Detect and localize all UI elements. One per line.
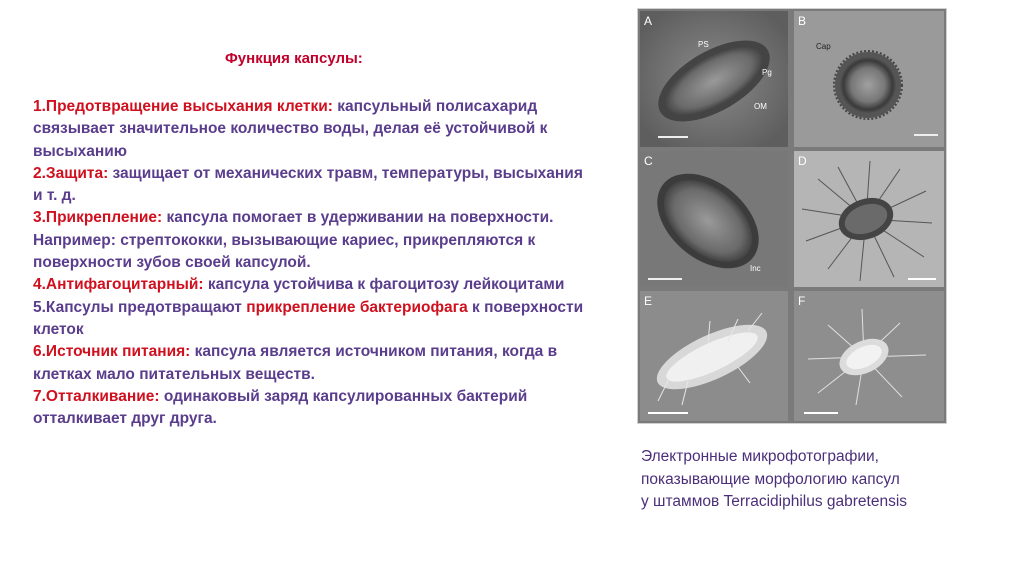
panel-f: [794, 291, 944, 421]
item-part: 2.Защита:: [33, 164, 109, 182]
label-pg: Pg: [762, 68, 772, 77]
label-ps: PS: [698, 40, 709, 49]
function-item: [33, 96, 593, 163]
item-part: защищает от механических травм, температуры, высыхания и т. д.: [33, 164, 583, 205]
function-item: [33, 207, 593, 274]
panel-label-d: D: [798, 154, 807, 168]
item-part: одинаковый заряд капсулированных бактерий отталкивает друг друга.: [33, 387, 528, 428]
figure-caption: [641, 446, 1001, 514]
item-part: капсула устойчива к фагоцитозу лейкоцитами: [203, 276, 565, 294]
item-part: 6.Источник питания:: [33, 343, 191, 361]
panel-b: [794, 11, 944, 147]
micrograph-grid: [638, 9, 946, 423]
item-part: прикрепление бактериофага: [246, 298, 468, 316]
panel-label-f: F: [798, 294, 806, 308]
slide-title: Функция капсулы:: [225, 50, 363, 67]
panel-label-a: A: [644, 14, 653, 28]
item-part: 1.Предотвращение высыхания клетки:: [33, 98, 333, 115]
panel-d: [794, 151, 944, 287]
item-part: 7.Отталкивание:: [33, 387, 160, 405]
panel-label-c: C: [644, 154, 653, 168]
panel-c: [639, 151, 788, 287]
item-part: 3.Прикрепление:: [33, 209, 163, 227]
label-om: OM: [754, 102, 767, 111]
caption-line: у штаммов Terracidiphilus gabretensis: [641, 493, 908, 510]
capsule-functions-list: [33, 96, 593, 430]
item-part: 5.Капсулы предотвращают: [33, 298, 247, 316]
item-part: капсула является источником питания, когда в клетках мало питательных веществ.: [33, 343, 558, 383]
micrograph-figure: [637, 8, 947, 424]
panel-label-b: B: [798, 14, 807, 28]
function-item: [33, 274, 593, 296]
item-part: капсула помогает в удерживании на поверхности. Например: стрептококки, вызывающие кариес, прикрепляются к поверхности зубов своей капсулой.: [33, 209, 554, 272]
function-item: [33, 297, 593, 342]
panel-a: [640, 11, 788, 147]
caption-line: показывающие морфологию капсул: [641, 470, 900, 488]
function-item: [33, 163, 593, 208]
item-part: капсульный полисахарид связывает значительное количество воды, делая её устойчивой к высыханию: [33, 98, 548, 160]
item-part: к поверхности клеток: [33, 298, 584, 338]
panel-e: [640, 291, 788, 421]
label-inc: Inc: [750, 264, 761, 273]
label-cap: Cap: [816, 42, 831, 51]
function-item: [33, 386, 593, 431]
function-item: [33, 341, 593, 386]
caption-line: Электронные микрофотографии,: [641, 448, 879, 465]
item-part: 4.Антифагоцитарный:: [33, 276, 204, 294]
panel-label-e: E: [644, 294, 653, 308]
